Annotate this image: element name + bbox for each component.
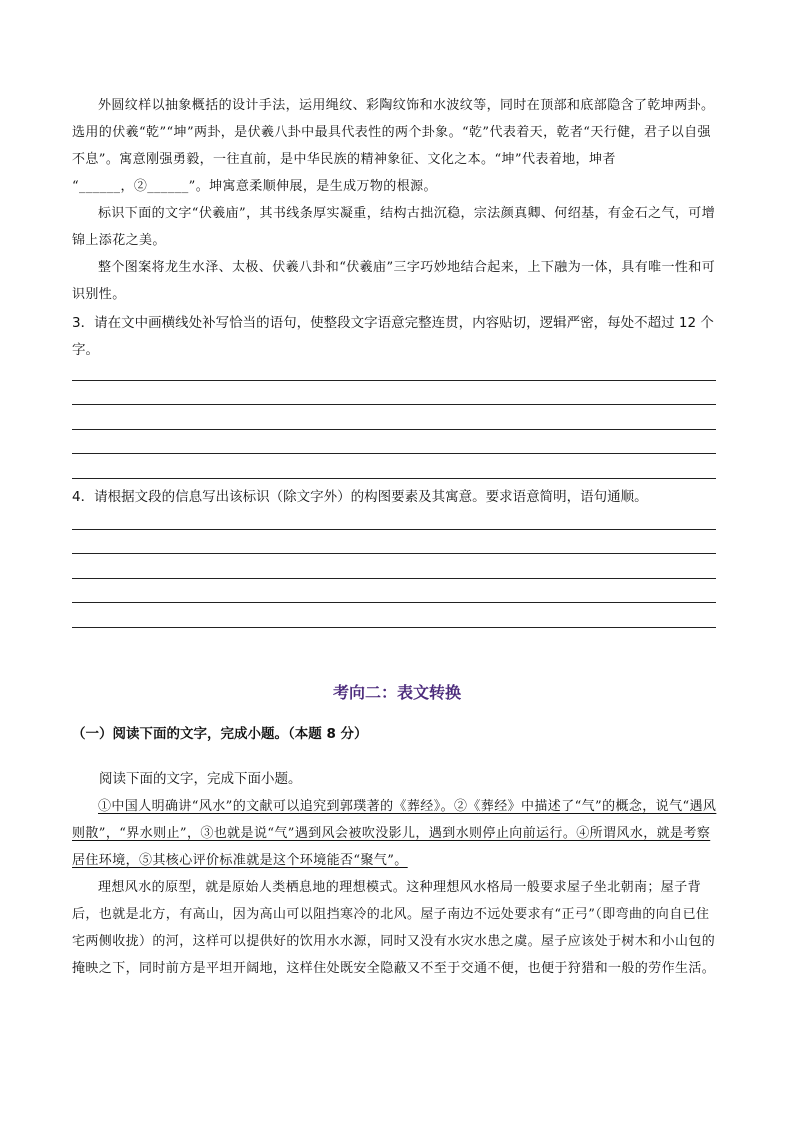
answer-line[interactable] xyxy=(72,553,716,554)
answer-line[interactable] xyxy=(72,627,716,628)
passage1-paragraph1-blanks: “______，②______”。坤寓意柔顺伸展，是生成万物的根源。 xyxy=(72,179,437,194)
question-3: 3．请在文中画横线处补写恰当的语句，使整段文字语意完整连贯，内容贴切，逻辑严密，每处不超过 12 个字。 xyxy=(72,315,714,358)
section-title: 考向二：表文转换 xyxy=(332,683,461,702)
answer-line[interactable] xyxy=(72,453,716,454)
answer-line[interactable] xyxy=(72,380,716,381)
answer-line[interactable] xyxy=(72,529,716,530)
answer-line[interactable] xyxy=(72,578,716,579)
passage1-paragraph2: 标识下面的文字“伏羲庙”，其书线条厚实凝重，结构古拙沉稳，宗法颜真卿、何绍基，有金石之气，可增锦上添花之美。 xyxy=(72,206,716,248)
passage1-paragraph1-text: 外圆纹样以抽象概括的设计手法，运用绳纹、彩陶纹饰和水波纹等，同时在顶部和底部隐含了乾坤两卦。选用的伏羲“乾”“坤”两卦，是伏羲八卦中最具代表性的两个卦象。“乾”代表着天，乾者“天行健，君子以自强不息”。寓意刚强勇毅，一往直前，是中华民族的精神象征、文化之本。“坤”代表着地，坤者 xyxy=(72,98,715,167)
answer-line[interactable] xyxy=(72,429,716,430)
sub-title: （一）阅读下面的文字，完成小题。（本题 8 分） xyxy=(72,726,368,742)
answer-line[interactable] xyxy=(72,404,716,405)
answer-line[interactable] xyxy=(72,478,716,479)
answer-line[interactable] xyxy=(72,602,716,603)
passage2-intro: 阅读下面的文字，完成下面小题。 xyxy=(99,771,302,787)
passage2-paragraph1: ①中国人明确讲“风水”的文献可以追究到郭璞著的《葬经》。②《葬经》中描述了“气”的概念，说气“遇风则散”，“界水则止”，③也就是说“气”遇到风会被吹没影儿，遇到水则停止向前运行。④所谓风水，就是考察居住环境，⑤其核心评价标准就是这个环境能否“聚气”。 xyxy=(72,799,717,868)
passage1-paragraph3: 整个图案将龙生水泽、太极、伏羲八卦和“伏羲庙”三字巧妙地结合起来，上下融为一体，具有唯一性和可识别性。 xyxy=(72,260,716,302)
question-4: 4．请根据文段的信息写出该标识（除文字外）的构图要素及其寓意。要求语意简明，语句通顺。 xyxy=(72,489,648,505)
passage1-paragraph1 xyxy=(72,92,722,200)
passage2-paragraph2: 理想风水的原型，就是原始人类栖息地的理想模式。这种理想风水格局一般要求屋子坐北朝南；屋子背后，也就是北方，有高山，因为高山可以阻挡寒冷的北风。屋子南边不远处要求有“正弓”（即弯曲的向自已住宅两侧收拢）的河，这样可以提供好的饮用水水源，同时又没有水灾水患之虞。屋子应该处于树木和小山包的掩映之下，同时前方是平坦开阔地，这样住处既安全隐蔽又不至于交通不便，也便于狩猎和一般的劳作生活。 xyxy=(72,880,716,976)
